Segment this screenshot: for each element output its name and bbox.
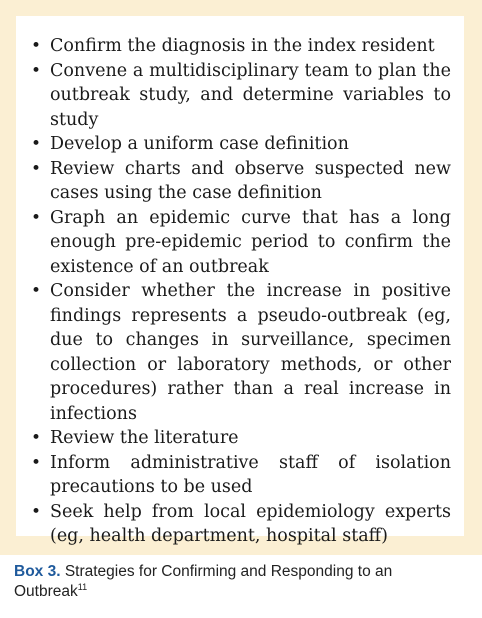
bullet-icon: • <box>31 428 42 448</box>
list-item <box>31 451 451 500</box>
list-item <box>31 34 451 59</box>
list-item-text: Develop a uniform case definition <box>50 134 349 154</box>
bullet-icon: • <box>31 134 42 154</box>
box-caption <box>14 562 454 602</box>
list-item-text: Inform administrative staff of isolation precautions to be used <box>50 452 451 497</box>
list-item <box>31 59 451 133</box>
bullet-icon: • <box>31 501 42 522</box>
list-item <box>31 426 451 451</box>
bullet-icon: • <box>31 207 42 228</box>
bullet-icon: • <box>31 281 42 301</box>
list-item-text: Review the literature <box>50 428 239 448</box>
list-item <box>31 206 451 280</box>
strategy-list <box>31 34 451 549</box>
list-item-text: Confirm the diagnosis in the index resident <box>50 36 435 56</box>
bullet-icon: • <box>31 452 42 473</box>
list-item-text: Consider whether the increase in positive findings represents a pseudo-outbreak (eg, due to changes in surveillance, specimen collection or laboratory methods, or other procedures) rather than a real increase in infections <box>50 281 451 424</box>
caption-label: Box 3. <box>14 563 61 580</box>
list-item <box>31 132 451 157</box>
list-item-text: Graph an epidemic curve that has a long enough pre-epidemic period to confirm the existence of an outbreak <box>50 207 451 277</box>
bullet-icon: • <box>31 158 42 179</box>
caption-text: Strategies for Confirming and Responding to an Outbreak <box>14 563 393 600</box>
bullet-icon: • <box>31 60 42 81</box>
list-item <box>31 500 451 549</box>
list-item <box>31 279 451 426</box>
list-item-text: Seek help from local epidemiology experts (eg, health department, hospital staff) <box>50 501 451 546</box>
list-item-text: Review charts and observe suspected new cases using the case definition <box>50 158 451 203</box>
bullet-icon: • <box>31 36 42 56</box>
caption-reference: 11 <box>77 581 88 592</box>
list-item <box>31 157 451 206</box>
list-item-text: Convene a multidisciplinary team to plan the outbreak study, and determine variables to study <box>50 60 451 130</box>
